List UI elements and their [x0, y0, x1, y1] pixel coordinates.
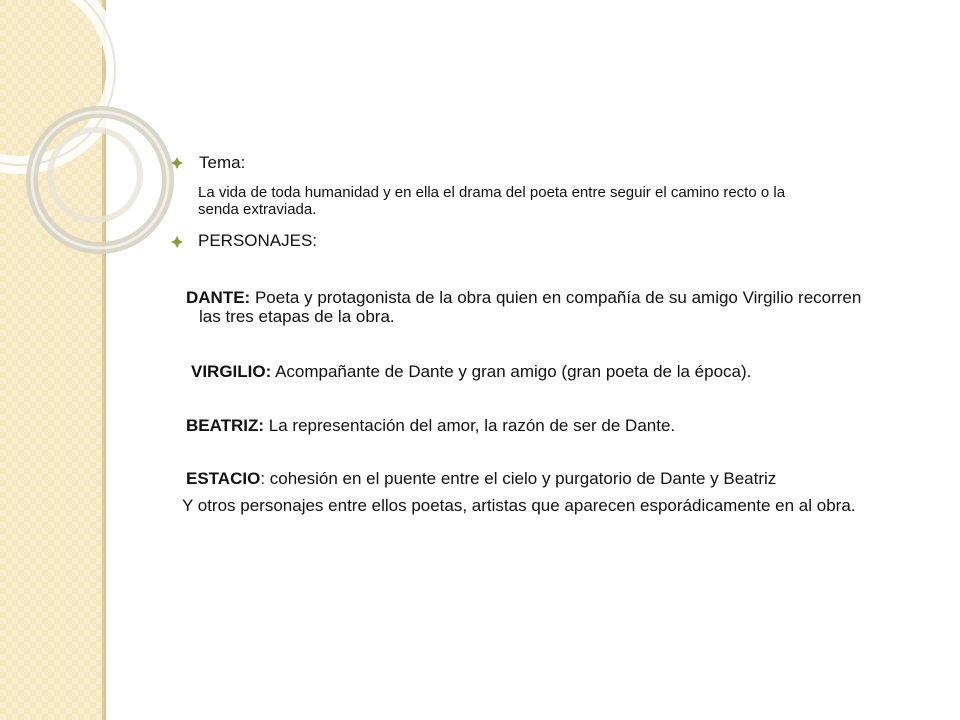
virgilio-entry [191, 362, 751, 381]
dante-name: DANTE: [186, 288, 251, 307]
tema-heading: Tema: [199, 153, 246, 172]
beatriz-desc: La representación del amor, la razón de ser de Dante. [264, 416, 676, 435]
beatriz-name: BEATRIZ: [186, 416, 265, 435]
diamond-bullet-icon [170, 235, 184, 249]
virgilio-name: VIRGILIO: [191, 362, 272, 381]
otros-personajes: Y otros personajes entre ellos poetas, artistas que aparecen esporádicamente en al obra. [182, 496, 856, 515]
personajes-heading: PERSONAJES: [198, 231, 318, 250]
dante-desc-line2: las tres etapas de la obra. [199, 307, 395, 326]
tema-text-line2: senda extraviada. [198, 201, 317, 218]
dante-desc-line1: Poeta y protagonista de la obra quien en compañía de su amigo Virgilio recorren [250, 288, 862, 307]
diamond-bullet-icon [170, 156, 184, 170]
estacio-desc: : cohesión en el puente entre el cielo y purgatorio de Dante y Beatriz [260, 469, 777, 488]
virgilio-desc: Acompañante de Dante y gran amigo (gran poeta de la época). [271, 362, 752, 381]
estacio-entry [186, 469, 776, 488]
dante-entry [186, 288, 861, 307]
beatriz-entry [186, 416, 675, 435]
tema-text-line1: La vida de toda humanidad y en ella el drama del poeta entre seguir el camino recto o la [198, 184, 786, 201]
estacio-name: ESTACIO [186, 469, 261, 488]
